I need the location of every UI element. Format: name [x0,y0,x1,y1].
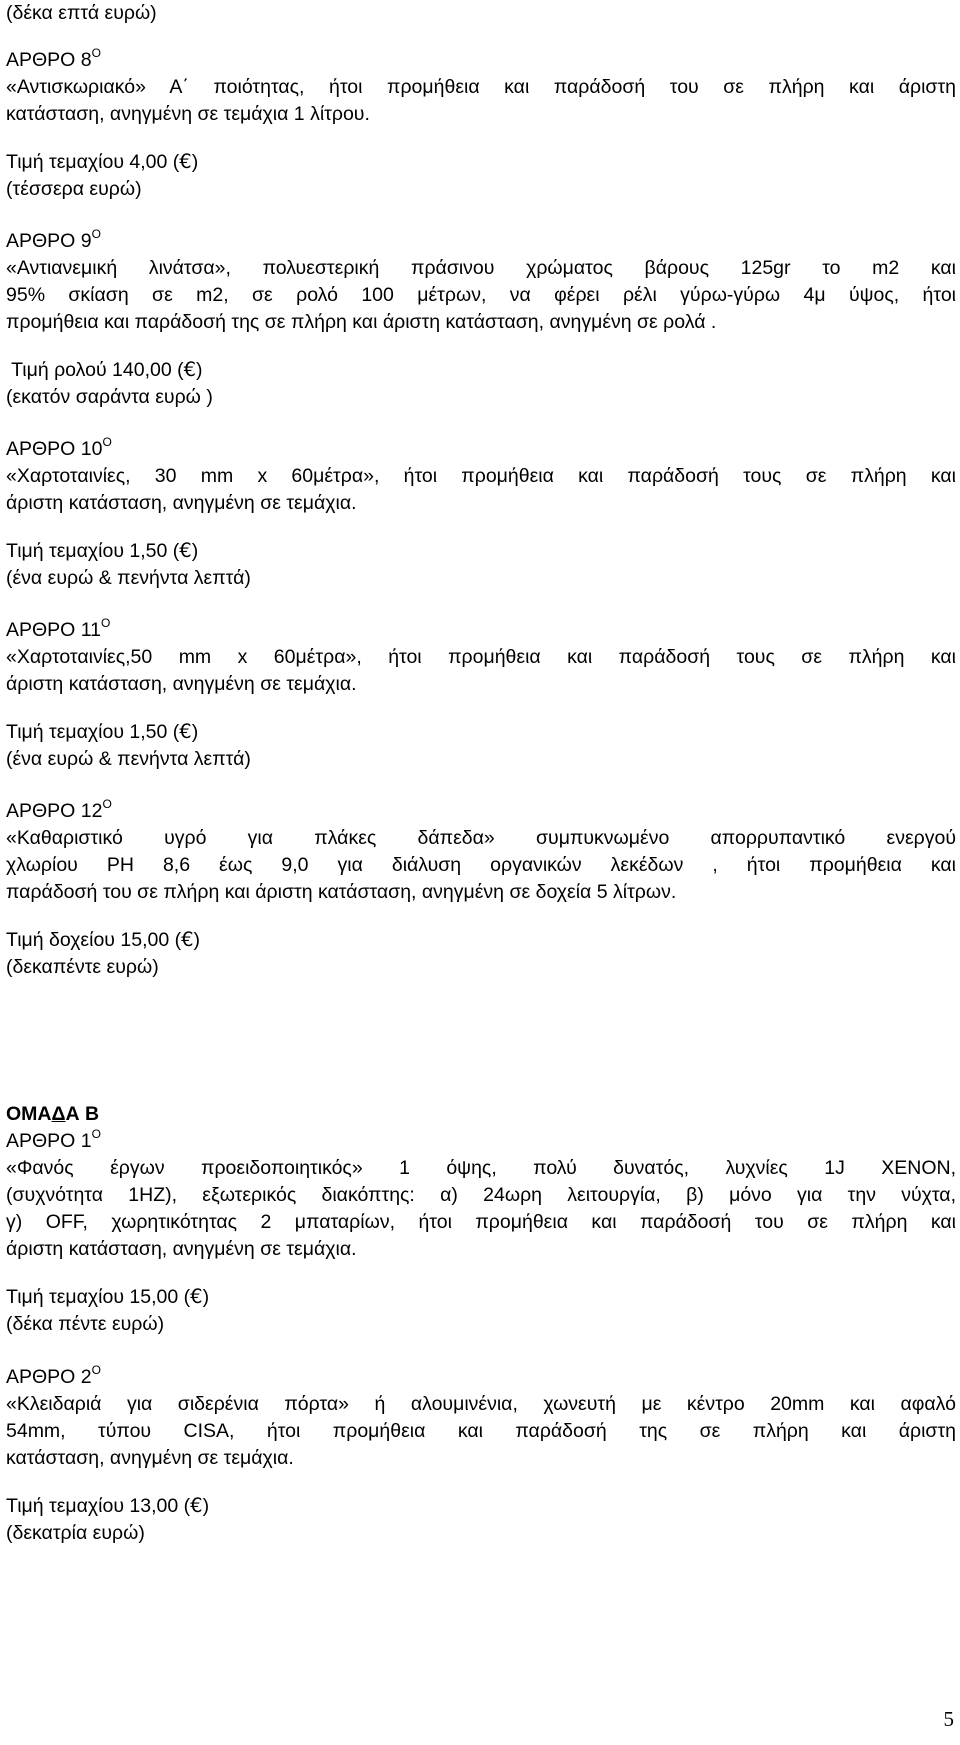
article-description: άριστη κατάσταση, ανηγμένη σε τεμάχια. [6,1238,357,1260]
article-description: «Αντισκωριακό» Α΄ ποιότητας, ήτοι προμήθεια και παράδοσή του σε πλήρη και άριστη [6,76,956,98]
article-9 [6,228,956,336]
euro-symbol: € [181,928,194,951]
article-8-price [6,148,956,203]
price-line: Τιμή τεμαχίου 13,00 (€) [6,1494,210,1517]
article-heading: ΑΡΘΡΟ $2^O$ [6,1363,101,1388]
article-description: «Χαρτοταινίες, 30 mm x 60μέτρα», ήτοι προμήθεια και παράδοσή τους σε πλήρη και [6,465,956,487]
article-10-price [6,537,956,592]
article-description: «Αντιανεμική λινάτσα», πολυεστερική πράσινου χρώματος βάρους 125gr το m2 και [6,257,956,279]
price-line: Τιμή τεμαχίου 1,50 (€) [6,539,199,562]
article-description: «Κλειδαριά για σιδερένια πόρτα» ή αλουμινένια, χωνευτή με κέντρο 20mm και αφαλό [6,1393,956,1415]
group-b-article-2 [6,1364,956,1472]
article-description: (συχνότητα 1HZ), εξωτερικός διακόπτης: α) 24ωρη λειτουργία, β) μόνο για την νύχτα, [6,1184,956,1206]
article-description: παράδοσή του σε πλήρη και άριστη κατάσταση, ανηγμένη σε δοχεία 5 λίτρων. [6,881,677,903]
article-heading: ΑΡΘΡΟ $11^O$ [6,616,111,641]
article-description: «Φανός έργων προειδοποιητικός» 1 όψης, πολύ δυνατός, λυχνίες 1J XENON, [6,1157,956,1179]
article-description: κατάσταση, ανηγμένη σε τεμάχια. [6,1447,294,1469]
price-line: Τιμή τεμαχίου 4,00 (€) [6,150,199,173]
euro-symbol: € [179,150,192,173]
article-heading: ΑΡΘΡΟ $10^O$ [6,435,112,460]
euro-symbol: € [183,358,197,381]
article-description: γ) OFF, χωρητικότητας 2 μπαταρίων, ήτοι προμήθεια και παράδοσή του σε πλήρη και [6,1211,956,1233]
euro-symbol: € [179,539,192,562]
article-8 [6,47,956,128]
price-words: (δεκατρία ευρώ) [6,1522,145,1544]
price-words: (δέκα πέντε ευρώ) [6,1313,165,1335]
article-heading: ΑΡΘΡΟ $12^O$ [6,797,112,822]
article-heading: ΑΡΘΡΟ $8^O$ [6,46,101,71]
group-b-article-2-price [6,1492,956,1547]
article-11 [6,617,956,698]
article-10 [6,436,956,517]
article-9-price [6,356,956,411]
article-description: 95% σκίαση σε m2, σε ρολό 100 μέτρων, να φέρει ρέλι γύρω-γύρω 4μ ύψος, ήτοι [6,284,956,306]
price-line: Τιμή ρολού 140,00 (€) [6,358,203,381]
article-description: κατάσταση, ανηγμένη σε τεμάχια 1 λίτρου. [6,103,370,125]
group-title: ΟΜΑΔΑ Β [6,1103,100,1125]
page-number: 5 [943,1707,954,1731]
article-description: άριστη κατάσταση, ανηγμένη σε τεμάχια. [6,492,357,514]
price-words: (δεκαπέντε ευρώ) [6,956,159,978]
price-words: (εκατόν σαράντα ευρώ ) [6,386,213,408]
article-11-price [6,718,956,773]
article-description: άριστη κατάσταση, ανηγμένη σε τεμάχια. [6,673,357,695]
price-words: (τέσσερα ευρώ) [6,178,142,200]
article-description: χλωρίου PH 8,6 έως 9,0 για διάλυση οργανικών λεκέδων , ήτοι προμήθεια και [6,854,956,876]
euro-symbol: € [179,720,192,743]
price-line: Τιμή τεμαχίου 15,00 (€) [6,1285,210,1308]
article-heading: ΑΡΘΡΟ $1^O$ [6,1127,101,1152]
price-line: Τιμή τεμαχίου 1,50 (€) [6,720,199,743]
article-description: 54mm, τύπου CISA, ήτοι προμήθεια και παράδοσή της σε πλήρη και άριστη [6,1420,956,1442]
price-words: (ένα ευρώ & πενήντα λεπτά) [6,748,251,770]
article-description: «Καθαριστικό υγρό για πλάκες δάπεδα» συμπυκνωμένο απορρυπαντικό ενεργού [6,827,956,849]
article-description: προμήθεια και παράδοσή της σε πλήρη και άριστη κατάσταση, ανηγμένη σε ρολά . [6,311,717,333]
article-description: «Χαρτοταινίες,50 mm x 60μέτρα», ήτοι προμήθεια και παράδοσή τους σε πλήρη και [6,646,956,668]
euro-symbol: € [190,1494,203,1517]
article-12 [6,798,956,906]
price-words: (ένα ευρώ & πενήντα λεπτά) [6,567,251,589]
price-words: (δέκα επτά ευρώ) [6,2,157,24]
group-b-article-1-price [6,1283,956,1338]
article-heading: ΑΡΘΡΟ $9^O$ [6,227,101,252]
group-b [6,1101,956,1263]
price-line: Τιμή δοχείου 15,00 (€) [6,928,201,951]
euro-symbol: € [190,1285,203,1308]
article-12-price [6,926,956,981]
